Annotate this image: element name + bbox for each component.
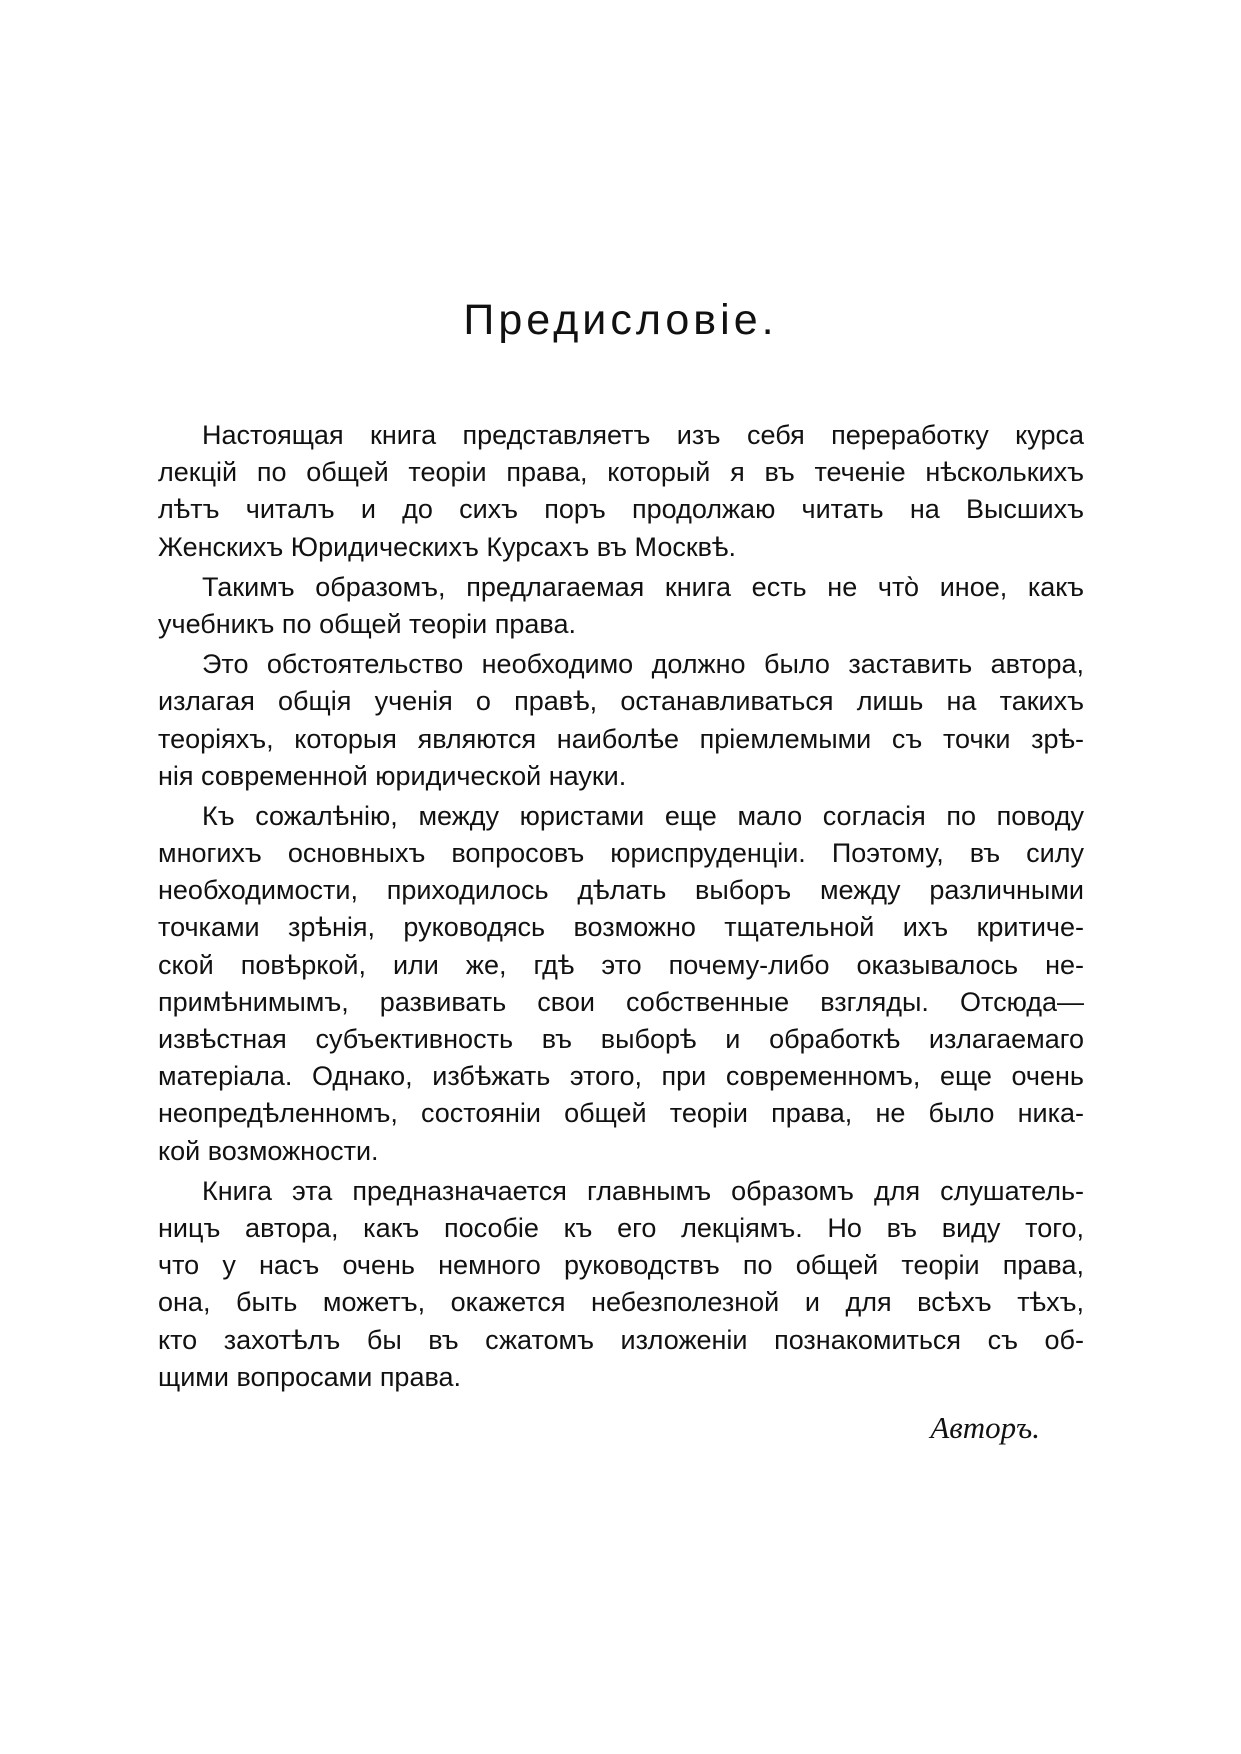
text-line: точками зрѣнія, руководясь возможно тщательной ихъ критиче- bbox=[158, 912, 1084, 943]
text-line: Это обстоятельство необходимо должно было заставить автора, bbox=[202, 649, 1084, 680]
text-line: многихъ основныхъ вопросовъ юриспруденціи. Поэтому, въ силу bbox=[158, 838, 1084, 869]
paragraph bbox=[158, 417, 1084, 566]
text-line: лѣтъ читалъ и до сихъ поръ продолжаю читать на Высшихъ bbox=[158, 494, 1084, 525]
text-line: Настоящая книга представляетъ изъ себя переработку курса bbox=[202, 420, 1084, 450]
page-title: Предисловіе. bbox=[463, 296, 778, 344]
text-line: она, быть можетъ, окажется небезполезной и для всѣхъ тѣхъ, bbox=[158, 1287, 1084, 1318]
paragraph bbox=[158, 569, 1084, 643]
text-line: Книга эта предназначается главнымъ образомъ для слушатель- bbox=[202, 1175, 1084, 1206]
text-line: необходимости, приходилось дѣлать выборъ между различными bbox=[158, 875, 1084, 906]
text-line: кто захотѣлъ бы въ сжатомъ изложеніи познакомиться съ об- bbox=[158, 1324, 1084, 1355]
text-line: Женскихъ Юридическихъ Курсахъ въ Москвѣ. bbox=[158, 531, 737, 562]
text-line: извѣстная субъективность въ выборѣ и обработкѣ излагаемаго bbox=[158, 1024, 1084, 1054]
text-line: нія современной юридической науки. bbox=[158, 760, 627, 791]
text-line: матеріала. Однако, избѣжать этого, при современномъ, еще очень bbox=[158, 1061, 1084, 1092]
text-line: неопредѣленномъ, состояніи общей теоріи права, не было ника- bbox=[158, 1098, 1084, 1129]
text-line: теоріяхъ, которыя являются наиболѣе пріемлемыми съ точки зрѣ- bbox=[158, 723, 1084, 754]
paragraph bbox=[158, 1173, 1084, 1396]
text-line: кой возможности. bbox=[158, 1135, 379, 1166]
paragraph bbox=[158, 798, 1084, 1170]
paragraph bbox=[158, 646, 1084, 795]
author-signature: Авторъ. bbox=[930, 1410, 1040, 1445]
text-line: ской повѣркой, или же, гдѣ это почему-либо оказывалось не- bbox=[158, 949, 1084, 980]
text-line: излагая общія ученія о правѣ, останавливаться лишь на такихъ bbox=[158, 686, 1084, 717]
text-line: ницъ автора, какъ пособіе къ его лекціямъ. Но въ виду того, bbox=[158, 1212, 1084, 1243]
text-line: учебникъ по общей теоріи права. bbox=[158, 608, 576, 639]
preface-body bbox=[158, 417, 1084, 1396]
text-line: щими вопросами права. bbox=[158, 1361, 462, 1392]
text-line: примѣнимымъ, развивать свои собственные взгляды. Отсюда— bbox=[158, 986, 1084, 1017]
text-line: лекцій по общей теоріи права, который я въ теченіе нѣсколькихъ bbox=[158, 457, 1084, 488]
text-line: что у насъ очень немного руководствъ по общей теоріи права, bbox=[158, 1250, 1084, 1281]
text-line: Такимъ образомъ, предлагаемая книга есть не что̀ иное, какъ bbox=[202, 571, 1084, 602]
text-line: Къ сожалѣнію, между юристами еще мало согласія по поводу bbox=[202, 800, 1084, 831]
